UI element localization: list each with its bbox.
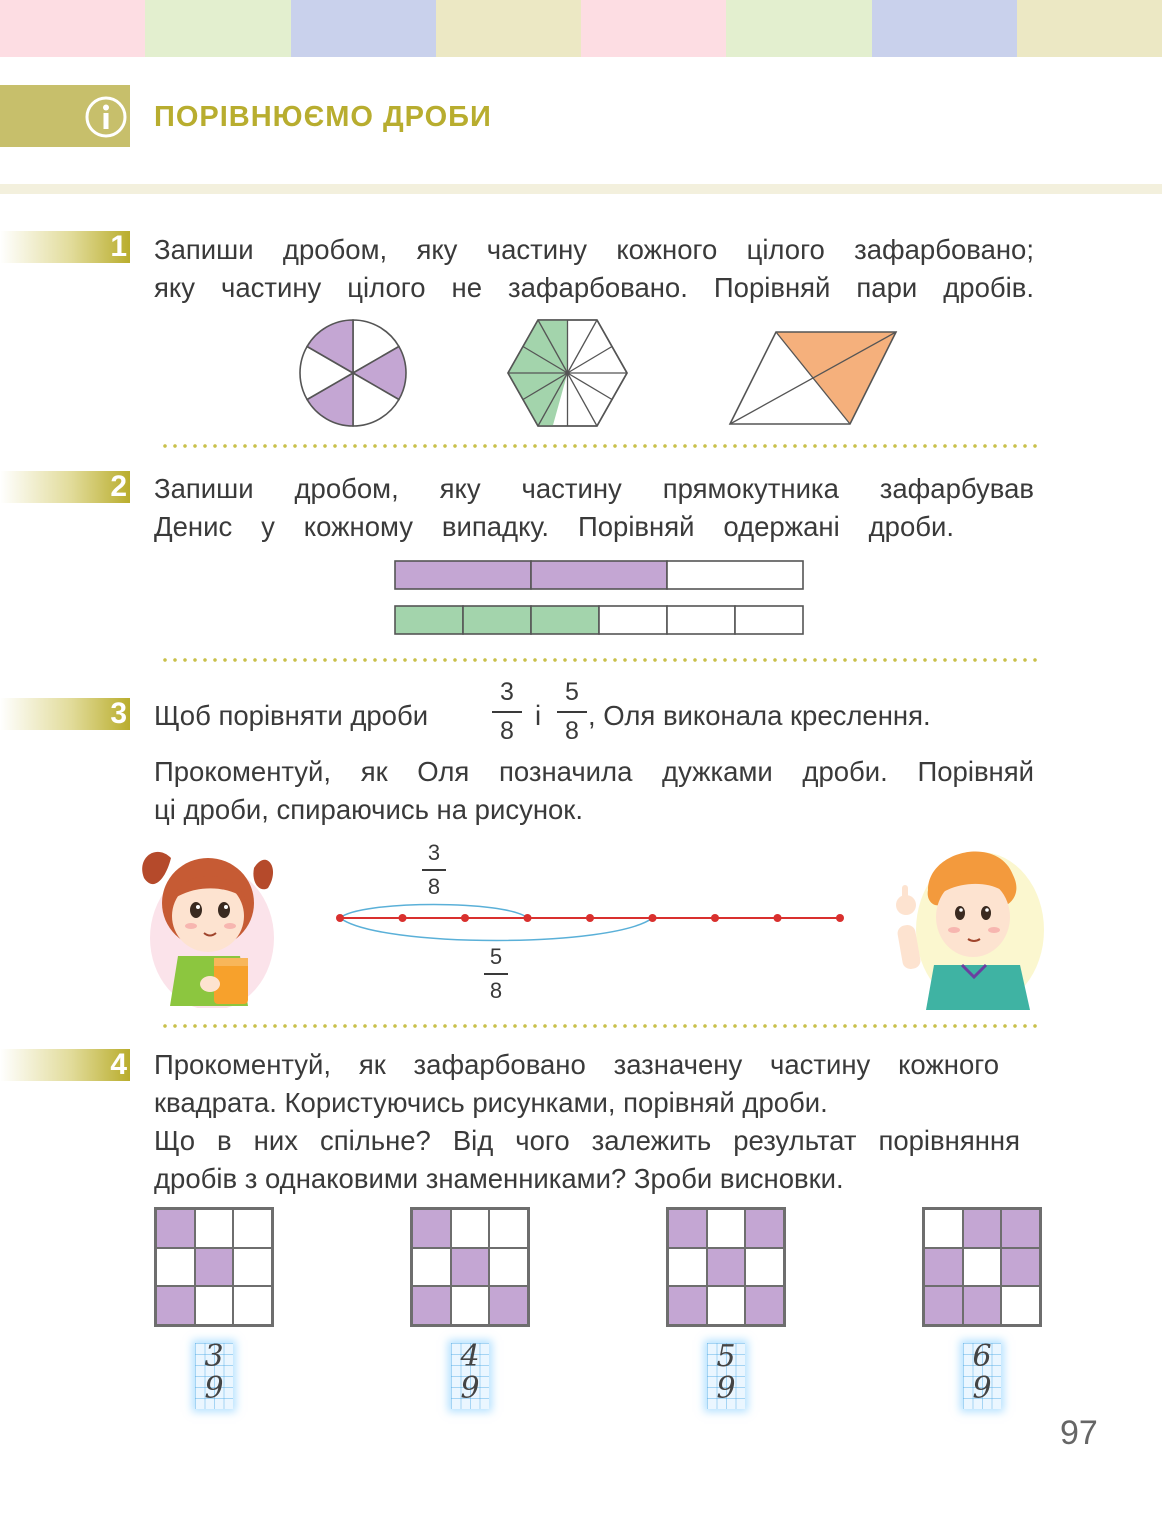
fraction-numerator: 5 [716, 1339, 736, 1374]
grid-cell [451, 1209, 490, 1248]
exercise-3-text [154, 753, 1034, 829]
fraction-denominator: 9 [460, 1371, 480, 1406]
fraction-denominator: 8 [565, 717, 579, 745]
fraction-denominator: 9 [716, 1371, 736, 1406]
exercise-number-tab [0, 1049, 130, 1081]
fraction-denominator: 8 [500, 717, 514, 745]
axis-point [836, 914, 844, 922]
girl-illustration [136, 838, 281, 1008]
fraction-numerator: 5 [565, 678, 579, 706]
exercise-number-tab [0, 698, 130, 730]
fraction-numerator: 3 [500, 678, 514, 706]
grid-cell-shaded [668, 1286, 707, 1325]
handwritten-fraction [963, 1339, 1001, 1409]
rhombus-figure [728, 330, 898, 426]
fraction-numerator: 4 [460, 1339, 480, 1374]
exercise-4-line-2: квадрата. Користуючись рисунками, порівняй дроби. [154, 1087, 828, 1118]
bar-part [667, 561, 803, 589]
strip-segment [581, 0, 726, 57]
arc-label-3-8 [422, 840, 446, 900]
grid-cell [233, 1209, 272, 1248]
exercise-number: 3 [110, 697, 127, 730]
exercise-number-tab [0, 231, 130, 263]
grid-cell-shaded [963, 1286, 1002, 1325]
axis-point [774, 914, 782, 922]
grid-cell [195, 1286, 234, 1325]
page-title: ПОРІВНЮЄМО ДРОБИ [154, 101, 492, 133]
grid-cell-shaded [412, 1209, 451, 1248]
fraction-denominator: 9 [204, 1371, 224, 1406]
bar-sixths [395, 606, 803, 634]
header-divider [0, 184, 1162, 194]
axis-point [399, 914, 407, 922]
fraction-bar [557, 711, 587, 713]
grid-cell [233, 1248, 272, 1287]
grid-cell-shaded [668, 1209, 707, 1248]
exercise-number: 2 [110, 470, 127, 503]
grid-cell [963, 1248, 1002, 1287]
handwritten-fraction [195, 1339, 233, 1409]
bar-part-shaded [463, 606, 531, 634]
grid-cell [707, 1209, 746, 1248]
grid-cell-shaded [924, 1286, 963, 1325]
top-color-strip [0, 0, 1162, 57]
bar-part [667, 606, 735, 634]
grid-cell-shaded [707, 1248, 746, 1287]
fraction-3-8 [492, 678, 522, 746]
grid-cell-shaded [489, 1286, 528, 1325]
axis-point [586, 914, 594, 922]
exercise-4-text [154, 1046, 1034, 1198]
grid-cell [195, 1209, 234, 1248]
fraction-numerator: 5 [489, 944, 503, 969]
exercise-4-line-4: дробів з однаковими знаменниками? Зроби висновки. [154, 1163, 844, 1194]
section-divider [160, 658, 1040, 662]
exercise-3-line-3: ці дроби, спираючись на рисунок. [154, 794, 583, 825]
info-icon [84, 95, 128, 139]
bar-part [735, 606, 803, 634]
fraction-bar [484, 973, 508, 975]
number-line-axis [336, 914, 844, 922]
bar-part [599, 606, 667, 634]
section-divider [160, 444, 1040, 448]
boy-illustration [888, 835, 1048, 1010]
grid-cell-shaded [451, 1248, 490, 1287]
exercise-number: 4 [110, 1048, 127, 1081]
axis-point [649, 914, 657, 922]
strip-segment [145, 0, 290, 57]
bars-figure [393, 559, 805, 637]
exercise-3-text-after: , Оля виконала креслення. [588, 700, 931, 731]
circle-figure [298, 318, 408, 428]
bar-part-shaded [531, 561, 667, 589]
arc-label-5-8 [484, 944, 508, 1004]
grid-cell-shaded [156, 1286, 195, 1325]
grid-cell [451, 1286, 490, 1325]
grid-cell [489, 1209, 528, 1248]
exercise-4-line-3: Що в них спільне? Від чого залежить результат порівняння [154, 1125, 1020, 1156]
exercise-1-line-2: яку частину цілого не зафарбовано. Порівняй пари дробів. [154, 272, 1034, 303]
grid-cell-shaded [745, 1209, 784, 1248]
fraction-bar [422, 869, 446, 871]
grid-cell [412, 1248, 451, 1287]
grid-cell [233, 1286, 272, 1325]
grid-cell-shaded [1001, 1248, 1040, 1287]
fraction-denominator: 8 [489, 978, 503, 1003]
bar-part-shaded [395, 561, 531, 589]
axis-point [461, 914, 469, 922]
strip-segment [726, 0, 871, 57]
grid-cell [489, 1248, 528, 1287]
fraction-denominator: 9 [972, 1371, 992, 1406]
fraction-5-8 [557, 678, 587, 746]
axis-point [711, 914, 719, 922]
number-line [330, 895, 850, 943]
grid-cell [668, 1248, 707, 1287]
exercise-2-line-2: Денис у кожному випадку. Порівняй одержані дроби. [154, 511, 954, 542]
grid-cell-shaded [745, 1286, 784, 1325]
strip-segment [872, 0, 1017, 57]
strip-segment [0, 0, 145, 57]
grid-cell [924, 1209, 963, 1248]
axis-point [524, 914, 532, 922]
number-line-arcs [340, 905, 653, 941]
square-grid [922, 1207, 1042, 1327]
grid-cell-shaded [195, 1248, 234, 1287]
handwritten-fraction [707, 1339, 745, 1409]
exercise-number-tab [0, 471, 130, 503]
strip-segment [436, 0, 581, 57]
page-number: 97 [1060, 1414, 1098, 1452]
fraction-denominator: 8 [427, 874, 441, 899]
hexagon-figure [505, 318, 630, 428]
section-divider [160, 1024, 1040, 1028]
strip-segment [1017, 0, 1162, 57]
exercise-number: 1 [110, 230, 127, 263]
square-grid [410, 1207, 530, 1327]
fraction-numerator: 3 [427, 840, 441, 865]
grid-cell [156, 1248, 195, 1287]
exercise-1-text [154, 231, 1034, 307]
grid-cell-shaded [963, 1209, 1002, 1248]
bar-thirds [395, 561, 803, 589]
exercise-3-line-2: Прокоментуй, як Оля позначила дужками дроби. Порівняй [154, 756, 1034, 787]
fraction-numerator: 3 [204, 1339, 224, 1374]
strip-segment [291, 0, 436, 57]
arc-top [340, 905, 528, 919]
exercise-4-line-1: Прокоментуй, як зафарбовано зазначену частину кожного [154, 1049, 999, 1080]
bar-part-shaded [395, 606, 463, 634]
square-grid [666, 1207, 786, 1327]
grid-cell-shaded [924, 1248, 963, 1287]
grid-cell [1001, 1286, 1040, 1325]
exercise-2-text [154, 470, 1034, 546]
fraction-numerator: 6 [972, 1339, 992, 1374]
bar-part-shaded [531, 606, 599, 634]
grid-cell-shaded [156, 1209, 195, 1248]
square-grid [154, 1207, 274, 1327]
grid-cell [707, 1286, 746, 1325]
arc-bottom [340, 918, 653, 941]
fraction-bar [492, 711, 522, 713]
exercise-3-text-before: Щоб порівняти дроби [154, 700, 429, 731]
exercise-3-and: і [535, 700, 542, 731]
grid-cell-shaded [1001, 1209, 1040, 1248]
axis-point [336, 914, 344, 922]
grid-cell [745, 1248, 784, 1287]
exercise-2-line-1: Запиши дробом, яку частину прямокутника зафарбував [154, 473, 1034, 504]
exercise-1-line-1: Запиши дробом, яку частину кожного цілого зафарбовано; [154, 234, 1034, 265]
grid-cell-shaded [412, 1286, 451, 1325]
handwritten-fraction [451, 1339, 489, 1409]
